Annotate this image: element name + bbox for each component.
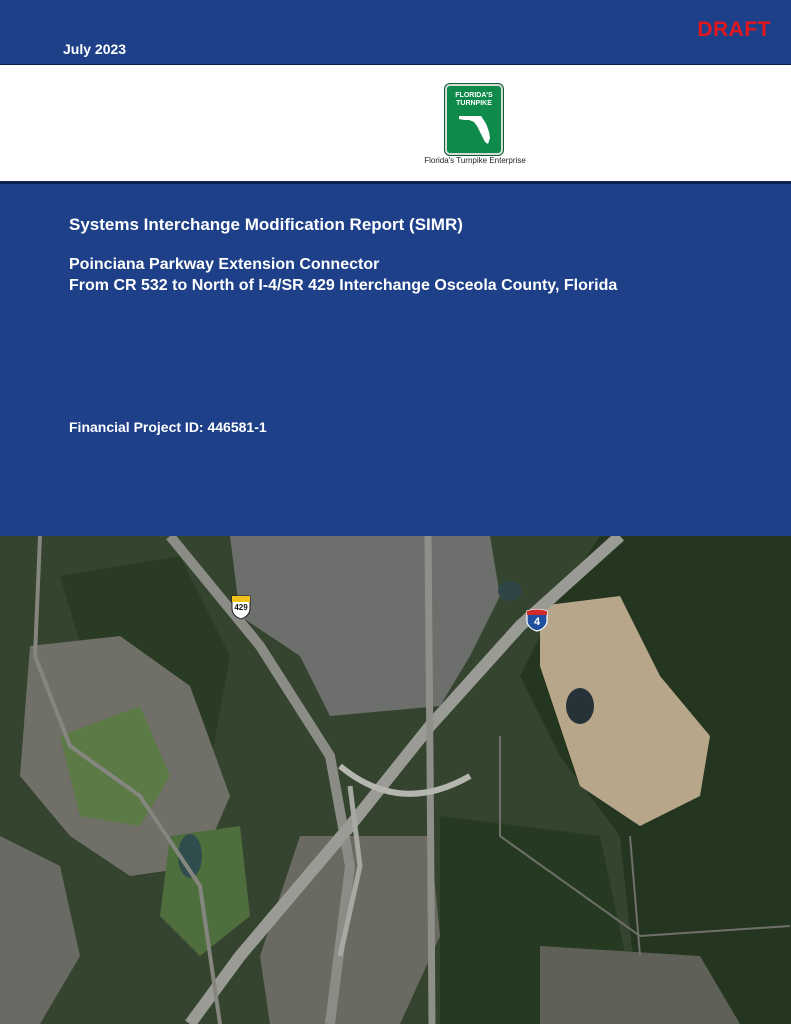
project-name: Poinciana Parkway Extension Connector [69,256,380,273]
logo-badge-text: FLORIDA'S TURNPIKE [455,92,493,107]
logo-caption: Florida's Turnpike Enterprise [424,156,526,165]
aerial-map-illustration [0,536,791,1024]
interstate-4-shield-icon [526,608,548,632]
aerial-photo [0,536,791,1024]
title-banner [0,183,791,537]
report-date: July 2023 [63,41,127,57]
project-limits: From CR 532 to North of I-4/SR 429 Interchange Osceola County, Florida [69,277,618,294]
report-title: Systems Interchange Modification Report (SIMR) [69,215,463,234]
florida-state-icon [447,86,501,153]
sr-429-shield-icon [230,594,252,620]
sr-429-label: 429 [234,603,248,612]
financial-project-id: Financial Project ID: 446581-1 [69,419,267,435]
florida-turnpike-logo [445,84,503,155]
interstate-4-label: 4 [533,616,541,628]
draft-stamp: DRAFT [697,18,771,41]
logo-banner [0,65,791,183]
